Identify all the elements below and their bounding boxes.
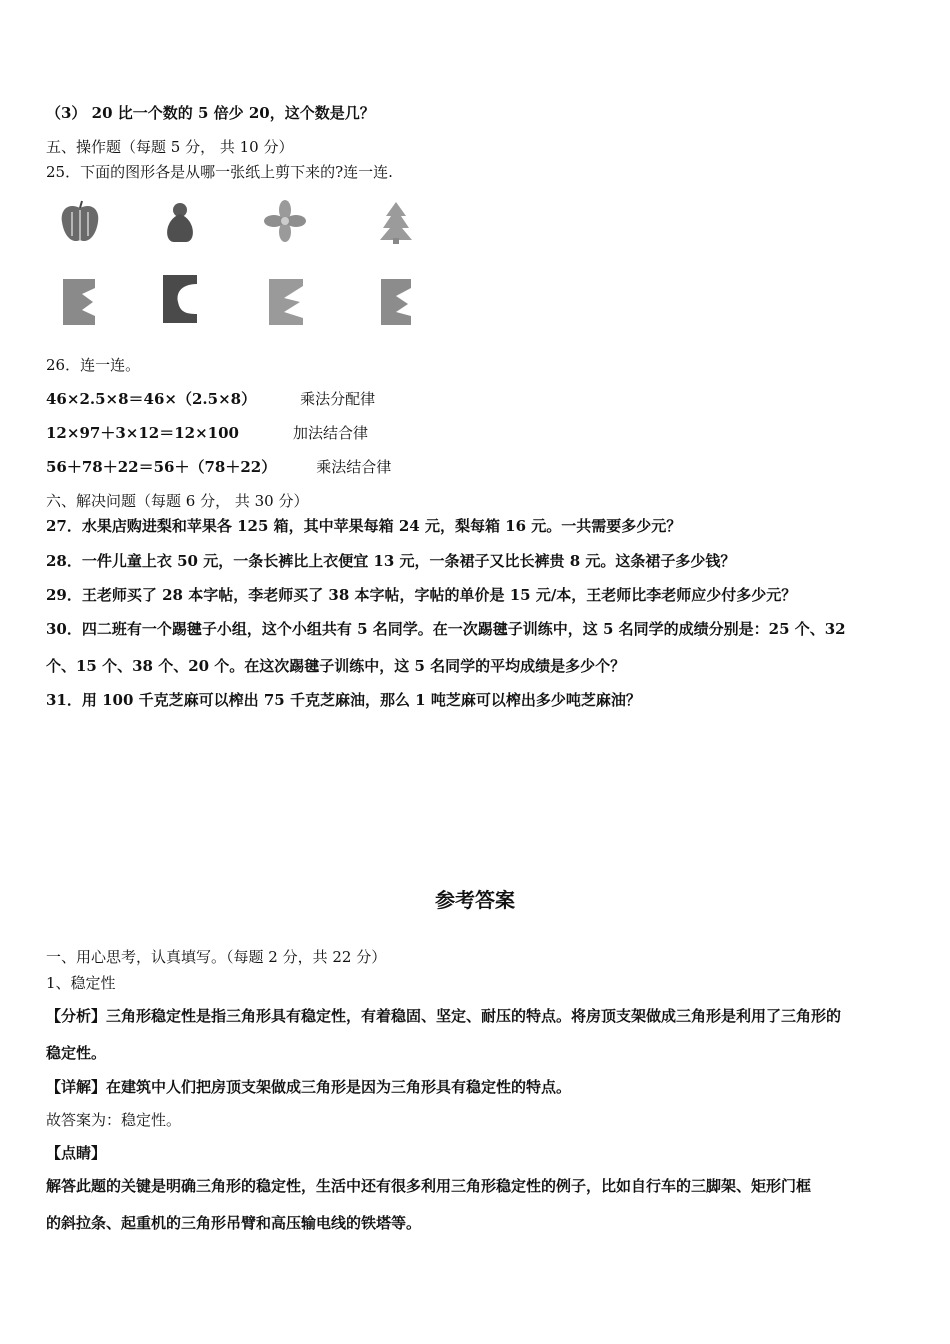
paper-sheet-4-image (378, 276, 414, 328)
match-expr-3: 56＋78＋22＝56＋（78＋22） (46, 458, 277, 476)
paper-sheet-3-image (266, 276, 306, 328)
gourd-shape-image (160, 198, 200, 246)
question-27: 27．水果店购进梨和苹果各 125 箱，其中苹果每箱 24 元，梨每箱 16 元。一共需要多少元？ (46, 517, 682, 535)
point-heading: 【点睛】 (46, 1144, 107, 1162)
match-law-2: 加法结合律 (292, 424, 368, 442)
match-law-3: 乘法结合律 (316, 458, 392, 476)
section-5-heading: 五、操作题（每题 5 分， 共 10 分） (46, 138, 294, 156)
match-row-1 (46, 389, 375, 409)
tree-shape-image (374, 198, 418, 246)
match-expr-2: 12×97＋3×12＝12×100 (46, 424, 239, 442)
match-row-3 (46, 457, 391, 477)
paper-sheet-2-image (160, 272, 200, 326)
question-3: （3） 20 比一个数的 5 倍少 20，这个数是几？ (46, 104, 375, 122)
paper-sheet-1-image (60, 276, 98, 328)
question-31: 31．用 100 千克芝麻可以榨出 75 千克芝麻油，那么 1 吨芝麻可以榨出多少吨芝麻油？ (46, 691, 641, 709)
answers-section-1-heading: 一、用心思考，认真填写。（每题 2 分，共 22 分） (46, 948, 387, 966)
question-26: 26．连一连。 (46, 356, 141, 374)
question-30-line1: 30．四二班有一个踢毽子小组，这个小组共有 5 名同学。在一次踢毽子训练中，这 5 名同学的成绩分别是：25 个、32 (46, 620, 846, 638)
question-25: 25．下面的图形各是从哪一张纸上剪下来的?连一连. (46, 163, 393, 181)
flower-shape-image (262, 198, 308, 244)
point-line1: 解答此题的关键是明确三角形的稳定性，生活中还有很多利用三角形稳定性的例子，比如自行车的三脚架、矩形门框 (46, 1177, 812, 1195)
detail-line: 【详解】在建筑中人们把房顶支架做成三角形是因为三角形具有稳定性的特点。 (46, 1078, 572, 1096)
match-row-2 (46, 423, 368, 443)
apple-shape-image (58, 198, 102, 246)
answer-line: 故答案为：稳定性。 (46, 1111, 182, 1129)
match-law-1: 乘法分配律 (300, 390, 376, 408)
answer-1: 1、稳定性 (46, 974, 116, 992)
answers-title: 参考答案 (435, 888, 515, 912)
match-expr-1: 46×2.5×8＝46×（2.5×8） (46, 390, 257, 408)
point-line2: 的斜拉条、起重机的三角形吊臂和高压输电线的铁塔等。 (46, 1214, 422, 1232)
analysis-line1: 【分析】三角形稳定性是指三角形具有稳定性，有着稳固、坚定、耐压的特点。将房顶支架做成三角形是利用了三角形的 (46, 1007, 842, 1025)
section-6-heading: 六、解决问题（每题 6 分， 共 30 分） (46, 492, 309, 510)
question-30-line2: 个、15 个、38 个、20 个。在这次踢毽子训练中，这 5 名同学的平均成绩是多少个？ (46, 657, 626, 675)
question-28: 28．一件儿童上衣 50 元，一条长裤比上衣便宜 13 元，一条裙子又比长裤贵 8 元。这条裙子多少钱？ (46, 552, 736, 570)
question-29: 29．王老师买了 28 本字帖，李老师买了 38 本字帖，字帖的单价是 15 元/本，王老师比李老师应少付多少元？ (46, 586, 797, 604)
analysis-line2: 稳定性。 (46, 1044, 107, 1062)
